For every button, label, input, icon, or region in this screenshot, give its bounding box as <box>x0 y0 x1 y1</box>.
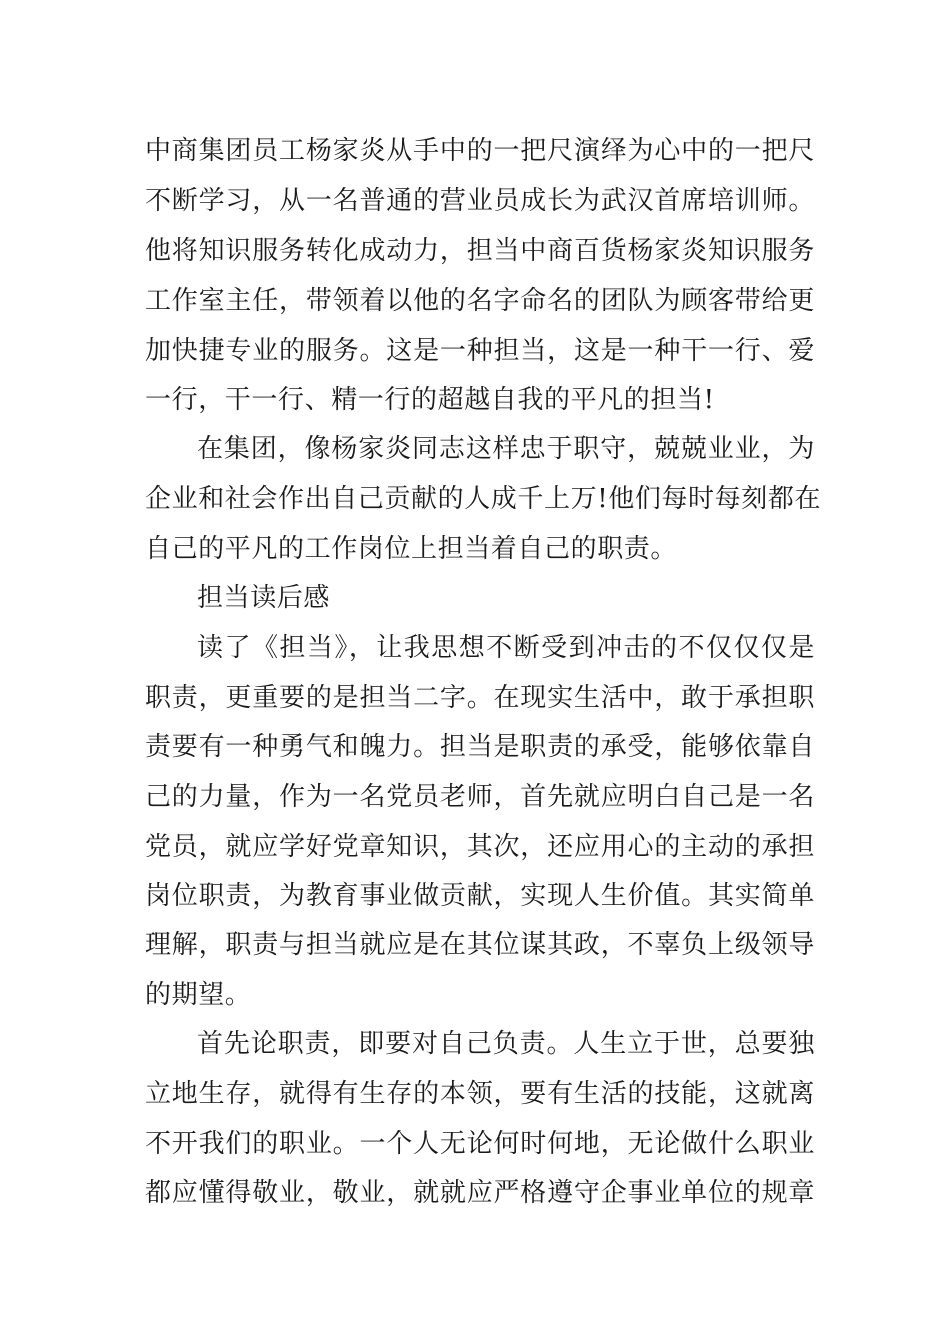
text-line: 他将知识服务转化成动力，担当中商百货杨家炎知识服务 <box>145 236 815 266</box>
paragraph-first-line: 首先论职责，即要对自己负责。人生立于世，总要独 <box>197 1029 815 1059</box>
text-line: 党员，就应学好党章知识，其次，还应用心的主动的承担 <box>145 832 815 862</box>
text-line: 职责，更重要的是担当二字。在现实生活中，敢于承担职 <box>145 683 815 713</box>
text-line: 责要有一种勇气和魄力。担当是职责的承受，能够依靠自 <box>145 732 815 762</box>
text-line: 的期望。 <box>145 980 252 1010</box>
text-line: 都应懂得敬业，敬业，就就应严格遵守企事业单位的规章 <box>145 1178 815 1208</box>
text-line: 企业和社会作出自己贡献的人成千上万!他们每时每刻都在 <box>145 484 822 514</box>
text-line: 中商集团员工杨家炎从手中的一把尺演绎为心中的一把尺 <box>145 136 815 166</box>
text-line: 岗位职责，为教育事业做贡献，实现人生价值。其实简单 <box>145 881 815 911</box>
text-line: 立地生存，就得有生存的本领，要有生活的技能，这就离 <box>145 1079 815 1109</box>
text-line: 不开我们的职业。一个人无论何时何地，无论做什么职业 <box>145 1129 815 1159</box>
text-line: 加快捷专业的服务。这是一种担当，这是一种干一行、爱 <box>145 336 815 366</box>
text-line: 己的力量，作为一名党员老师，首先就应明白自己是一名 <box>145 782 815 812</box>
text-line: 理解，职责与担当就应是在其位谋其政，不辜负上级领导 <box>145 930 815 960</box>
section-heading: 担当读后感 <box>197 583 331 613</box>
paragraph-first-line: 读了《担当》，让我思想不断受到冲击的不仅仅仅是 <box>197 633 815 663</box>
text-line: 工作室主任，带领着以他的名字命名的团队为顾客带给更 <box>145 286 815 316</box>
text-line: 不断学习，从一名普通的营业员成长为武汉首席培训师。 <box>145 186 815 216</box>
paragraph-first-line: 在集团，像杨家炎同志这样忠于职守，兢兢业业，为 <box>197 434 815 464</box>
text-line: 自己的平凡的工作岗位上担当着自己的职责。 <box>145 534 678 564</box>
text-line: 一行，干一行、精一行的超越自我的平凡的担当! <box>145 385 715 415</box>
